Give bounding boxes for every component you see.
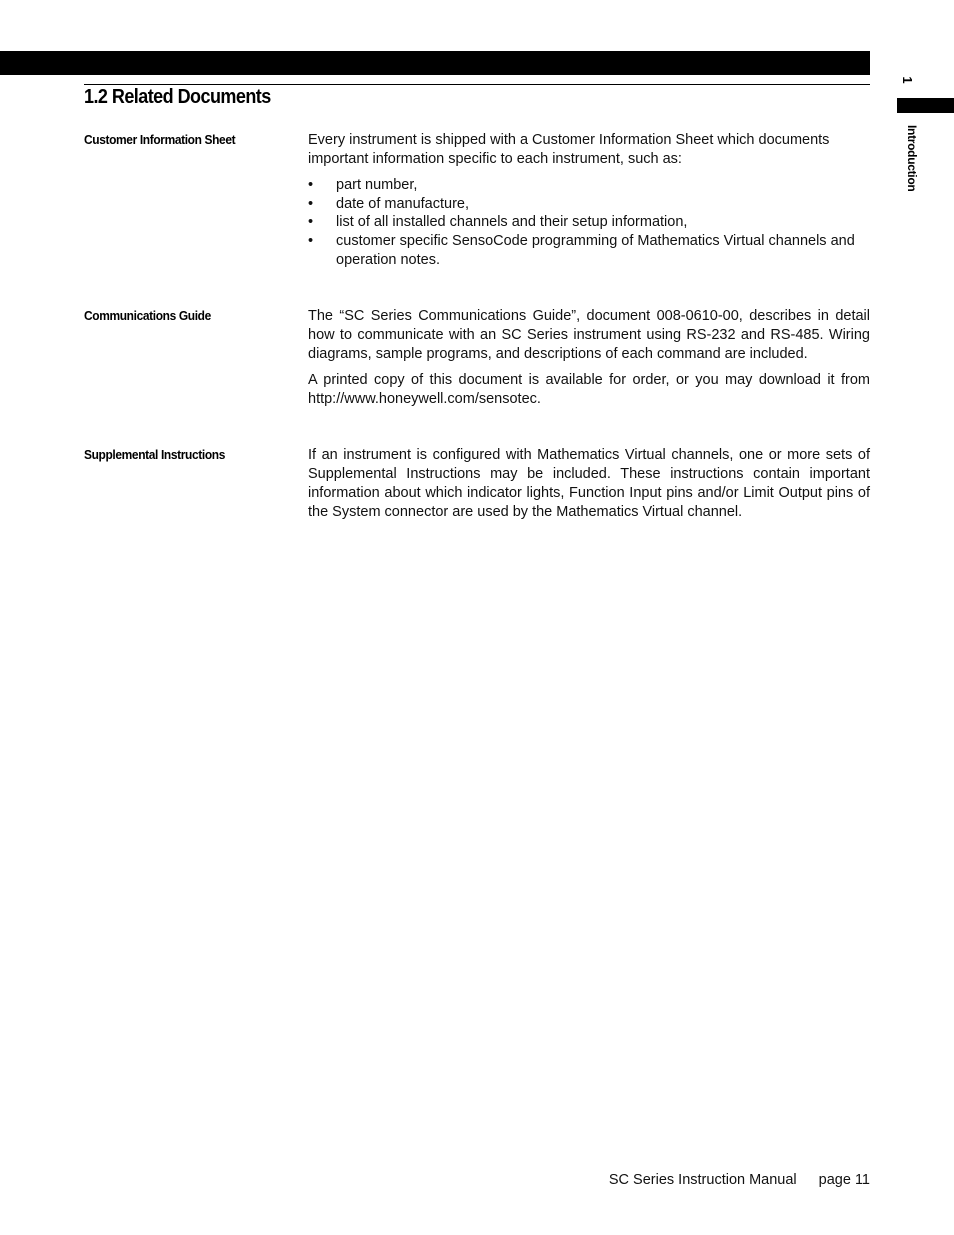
list-item [308, 232, 870, 269]
paragraph: The “SC Series Communications Guide”, document 008-0610-00, describes in detail how to communicate with an SC Series instrument using RS-232 and RS-485. Wiring diagrams, sample programs, and descriptions of each command are included. [308, 308, 870, 362]
paragraph: If an instrument is configured with Mathematics Virtual channels, one or more sets of Supplemental Instructions may be included. These instructions contain important information about which indicator lights, Function Input pins and/or Limit Output pins of the System connector are used by the Mathematics Virtual channel. [308, 447, 870, 520]
chapter-number: 1 [900, 76, 915, 84]
manual-title: SC Series Instruction Manual [608, 1172, 797, 1188]
list-item-text: customer specific SensoCode programming of Mathematics Virtual channels and operation notes. [336, 233, 855, 268]
list-item-text: list of all installed channels and their setup information, [336, 214, 688, 231]
bullet-icon: • [308, 177, 314, 193]
paragraph: Every instrument is shipped with a Customer Information Sheet which documents important information specific to each instrument, such as: [308, 132, 830, 167]
list-item [308, 213, 870, 232]
chapter-tab-marker [897, 98, 954, 113]
entry-heading-customer-info: Customer Information Sheet [84, 132, 236, 147]
header-bar [0, 51, 870, 75]
list-item [308, 195, 870, 214]
bullet-list [308, 176, 870, 270]
section-title: 1.2 Related Documents [84, 86, 271, 108]
page-number: page 11 [818, 1172, 870, 1188]
paragraph: A printed copy of this document is available for order, or you may download it from http://www.honeywell.com/sensotec. [308, 372, 870, 407]
entry-body-customer-info [308, 131, 870, 270]
entry-body-communications-guide [308, 307, 870, 416]
header-rule [84, 84, 870, 85]
bullet-icon: • [308, 195, 314, 212]
bullet-icon: • [308, 233, 314, 250]
page-footer [609, 1172, 870, 1188]
entry-heading-supplemental-instructions: Supplemental Instructions [84, 447, 225, 462]
list-item-text: part number, [336, 177, 418, 193]
entry-heading-communications-guide: Communications Guide [84, 308, 211, 323]
list-item [308, 176, 870, 195]
list-item-text: date of manufacture, [336, 195, 469, 212]
bullet-icon: • [308, 214, 314, 231]
entry-body-supplemental-instructions [308, 446, 870, 529]
chapter-label: Introduction [905, 125, 919, 192]
